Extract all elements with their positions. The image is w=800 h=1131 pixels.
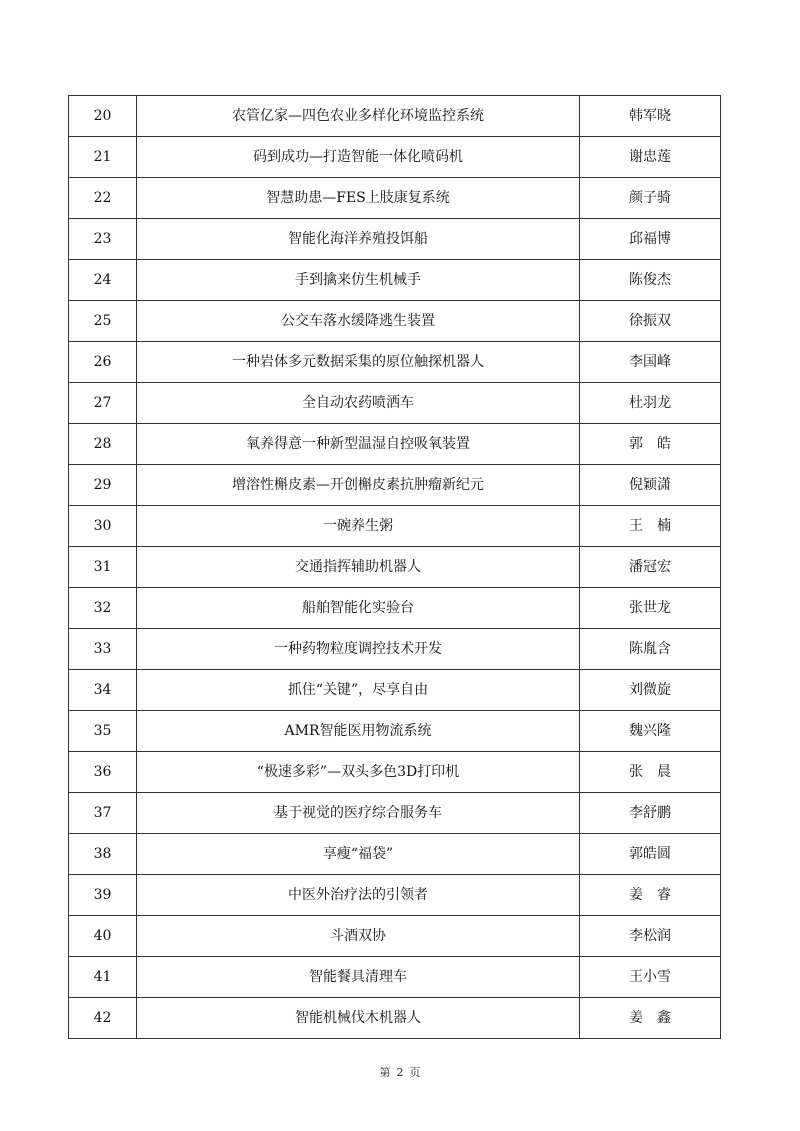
row-number-cell: 28	[69, 424, 137, 465]
table-row	[69, 219, 721, 260]
project-name-cell: 基于视觉的医疗综合服务车	[137, 793, 580, 834]
project-name-cell: 一碗养生粥	[137, 506, 580, 547]
table-row	[69, 957, 721, 998]
person-name-cell: 王 楠	[580, 506, 721, 547]
row-number-cell: 23	[69, 219, 137, 260]
project-name-cell: 智慧助患—FES上肢康复系统	[137, 178, 580, 219]
project-name-cell: 智能化海洋养殖投饵船	[137, 219, 580, 260]
project-name-cell: 船舶智能化实验台	[137, 588, 580, 629]
row-number-cell: 41	[69, 957, 137, 998]
project-name-cell: 农管亿家—四色农业多样化环境监控系统	[137, 96, 580, 137]
row-number-cell: 25	[69, 301, 137, 342]
project-name-cell: 享瘦“福袋”	[137, 834, 580, 875]
row-number-cell: 32	[69, 588, 137, 629]
table-row	[69, 96, 721, 137]
table-row	[69, 465, 721, 506]
page-footer	[0, 1064, 800, 1080]
project-name-cell: 中医外治疗法的引领者	[137, 875, 580, 916]
person-name-cell: 李舒鹏	[580, 793, 721, 834]
row-number-cell: 40	[69, 916, 137, 957]
page-number: 2	[396, 1066, 404, 1079]
table-row	[69, 260, 721, 301]
table-row	[69, 506, 721, 547]
project-name-cell: AMR智能医用物流系统	[137, 711, 580, 752]
person-name-cell: 刘微旋	[580, 670, 721, 711]
person-name-cell: 姜 鑫	[580, 998, 721, 1039]
table-row	[69, 301, 721, 342]
table-row	[69, 383, 721, 424]
row-number-cell: 36	[69, 752, 137, 793]
project-name-cell: 交通指挥辅助机器人	[137, 547, 580, 588]
person-name-cell: 郭皓圆	[580, 834, 721, 875]
project-name-cell: 氧养得意一种新型温湿自控吸氧装置	[137, 424, 580, 465]
table-row	[69, 342, 721, 383]
person-name-cell: 颜子骑	[580, 178, 721, 219]
person-name-cell: 韩军晓	[580, 96, 721, 137]
table-row	[69, 752, 721, 793]
table-row	[69, 670, 721, 711]
row-number-cell: 27	[69, 383, 137, 424]
table-row	[69, 834, 721, 875]
row-number-cell: 35	[69, 711, 137, 752]
project-name-cell: 手到擒来仿生机械手	[137, 260, 580, 301]
table-row	[69, 629, 721, 670]
person-name-cell: 徐振双	[580, 301, 721, 342]
row-number-cell: 33	[69, 629, 137, 670]
project-name-cell: 智能餐具清理车	[137, 957, 580, 998]
row-number-cell: 34	[69, 670, 137, 711]
person-name-cell: 倪颖潇	[580, 465, 721, 506]
table-body	[69, 96, 721, 1039]
project-name-cell: 一种药物粒度调控技术开发	[137, 629, 580, 670]
project-name-cell: 抓住“关键”，尽享自由	[137, 670, 580, 711]
table-row	[69, 137, 721, 178]
person-name-cell: 陈胤含	[580, 629, 721, 670]
row-number-cell: 26	[69, 342, 137, 383]
project-name-cell: 全自动农药喷洒车	[137, 383, 580, 424]
project-name-cell: 码到成功—打造智能一体化喷码机	[137, 137, 580, 178]
project-name-cell: 公交车落水缓降逃生装置	[137, 301, 580, 342]
table-row	[69, 916, 721, 957]
person-name-cell: 张 晨	[580, 752, 721, 793]
row-number-cell: 42	[69, 998, 137, 1039]
person-name-cell: 邱福博	[580, 219, 721, 260]
project-name-cell: “极速多彩”—双头多色3D打印机	[137, 752, 580, 793]
row-number-cell: 39	[69, 875, 137, 916]
table-row	[69, 793, 721, 834]
project-name-cell: 智能机械伐木机器人	[137, 998, 580, 1039]
table-row	[69, 547, 721, 588]
page-label-prefix: 第	[379, 1066, 391, 1079]
person-name-cell: 李松润	[580, 916, 721, 957]
person-name-cell: 张世龙	[580, 588, 721, 629]
row-number-cell: 24	[69, 260, 137, 301]
row-number-cell: 22	[69, 178, 137, 219]
row-number-cell: 21	[69, 137, 137, 178]
row-number-cell: 38	[69, 834, 137, 875]
row-number-cell: 30	[69, 506, 137, 547]
person-name-cell: 李国峰	[580, 342, 721, 383]
project-name-cell: 一种岩体多元数据采集的原位触探机器人	[137, 342, 580, 383]
person-name-cell: 杜羽龙	[580, 383, 721, 424]
person-name-cell: 郭 皓	[580, 424, 721, 465]
table-row	[69, 875, 721, 916]
row-number-cell: 20	[69, 96, 137, 137]
row-number-cell: 31	[69, 547, 137, 588]
page-label-suffix: 页	[409, 1066, 421, 1079]
table-row	[69, 998, 721, 1039]
row-number-cell: 37	[69, 793, 137, 834]
person-name-cell: 姜 睿	[580, 875, 721, 916]
row-number-cell: 29	[69, 465, 137, 506]
table-row	[69, 424, 721, 465]
person-name-cell: 潘冠宏	[580, 547, 721, 588]
person-name-cell: 魏兴隆	[580, 711, 721, 752]
table-row	[69, 711, 721, 752]
table-row	[69, 588, 721, 629]
person-name-cell: 谢忠莲	[580, 137, 721, 178]
project-table	[68, 95, 721, 1039]
person-name-cell: 陈俊杰	[580, 260, 721, 301]
project-name-cell: 增溶性槲皮素—开创槲皮素抗肿瘤新纪元	[137, 465, 580, 506]
project-name-cell: 斗酒双协	[137, 916, 580, 957]
person-name-cell: 王小雪	[580, 957, 721, 998]
table-row	[69, 178, 721, 219]
